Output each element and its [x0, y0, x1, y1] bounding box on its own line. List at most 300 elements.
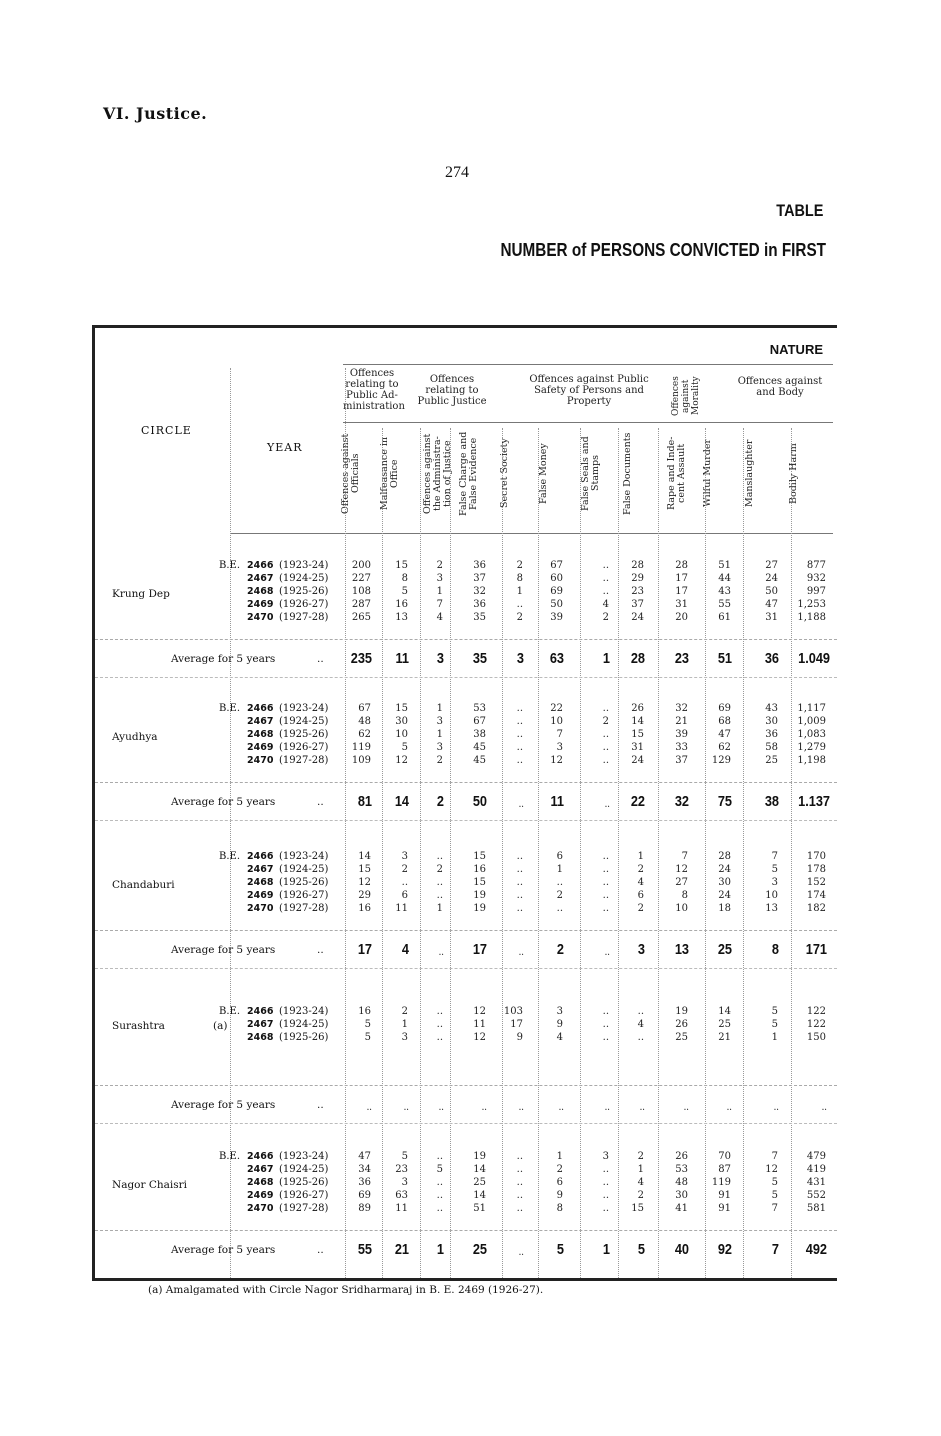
table-cell: 12	[473, 1032, 486, 1043]
table-cell: 182	[806, 903, 826, 914]
average-cell: 2	[436, 793, 444, 810]
table-cell: 24	[631, 755, 644, 766]
average-cell: 40	[674, 1241, 689, 1258]
table-cell: 5	[401, 586, 408, 597]
table-cell: 7	[771, 1151, 778, 1162]
table-cell: 150	[806, 1032, 826, 1043]
table-cell: ..	[602, 1190, 609, 1201]
table-row	[95, 716, 837, 728]
table-cell: 119	[711, 1177, 731, 1188]
table-cell: 53	[473, 703, 486, 714]
average-cell: 8	[771, 941, 779, 958]
table-cell: 5	[401, 742, 408, 753]
average-cell: ..	[518, 1102, 524, 1113]
table-cell: 16	[358, 903, 371, 914]
table-cell: ..	[516, 703, 523, 714]
table-cell: ..	[436, 1151, 443, 1162]
average-cell: 5	[556, 1241, 564, 1258]
column-header-11: Manslaughter	[744, 439, 755, 508]
table-cell: 2	[602, 716, 609, 727]
table-cell: 5	[771, 1177, 778, 1188]
column-header-4: False Charge and False Evidence	[458, 431, 479, 516]
table-cell: ..	[436, 1019, 443, 1030]
header-rule-mid	[343, 422, 833, 423]
table-cell: 36	[358, 1177, 371, 1188]
table-cell: 24	[631, 612, 644, 623]
table-cell: 6	[637, 890, 644, 901]
column-header-1: Offences against Officials	[340, 433, 361, 514]
table-cell: 7	[436, 599, 443, 610]
year-span: (1923-24)	[279, 1006, 329, 1017]
table-row	[95, 864, 837, 876]
table-cell: 48	[358, 716, 371, 727]
table-cell: 3	[436, 742, 443, 753]
year-span: (1925-26)	[279, 586, 329, 597]
table-cell: 5	[436, 1164, 443, 1175]
year-value: 2470	[247, 1203, 274, 1214]
table-cell: 62	[718, 742, 731, 753]
table-cell: 28	[675, 560, 688, 571]
table-cell: 30	[718, 877, 731, 888]
table-cell: ..	[516, 1151, 523, 1162]
table-cell: 7	[771, 851, 778, 862]
table-cell: ..	[602, 1019, 609, 1030]
table-cell: ..	[516, 1190, 523, 1201]
group-header-public-safety: Offences against Public Safety of Persons and Property	[529, 374, 649, 407]
table-cell: 5	[771, 1006, 778, 1017]
year-span: (1923-24)	[279, 560, 329, 571]
circle-column-header: CIRCLE	[141, 424, 192, 437]
table-cell: 265	[351, 612, 371, 623]
table-cell: 53	[675, 1164, 688, 1175]
table-cell: 129	[711, 755, 731, 766]
table-cell: 55	[718, 599, 731, 610]
table-cell: 1,198	[797, 755, 826, 766]
table-cell: 29	[358, 890, 371, 901]
table-row	[95, 903, 837, 915]
average-cell: 11	[550, 793, 564, 810]
group-header-body: Offences against and Body	[737, 376, 823, 398]
circle-note: (a)	[213, 1020, 228, 1032]
table-cell: 35	[473, 612, 486, 623]
table-cell: 3	[436, 716, 443, 727]
table-cell: ..	[516, 864, 523, 875]
table-cell: 3	[401, 1032, 408, 1043]
average-label: Average for 5 years	[171, 653, 276, 665]
table-cell: 25	[718, 1019, 731, 1030]
table-cell: ..	[436, 890, 443, 901]
table-cell: 1	[436, 903, 443, 914]
table-cell: 479	[806, 1151, 826, 1162]
table-cell: 62	[358, 729, 371, 740]
table-row	[95, 1177, 837, 1189]
year-span: (1924-25)	[279, 864, 329, 875]
table-cell: ..	[436, 1032, 443, 1043]
table-cell: 44	[718, 573, 731, 584]
table-cell: ..	[602, 903, 609, 914]
table-cell: 24	[765, 573, 778, 584]
table-cell: 19	[473, 890, 486, 901]
table-cell: 30	[675, 1190, 688, 1201]
table-cell: 12	[550, 755, 563, 766]
year-span: (1925-26)	[279, 1177, 329, 1188]
average-leader-dots: ..	[317, 796, 324, 808]
table-cell: 25	[473, 1177, 486, 1188]
table-cell: 69	[718, 703, 731, 714]
table-cell: 19	[473, 1151, 486, 1162]
table-row	[95, 1151, 837, 1163]
table-cell: 10	[395, 729, 408, 740]
average-cell: ..	[773, 1102, 779, 1113]
table-cell: 58	[765, 742, 778, 753]
average-cell: 3	[516, 650, 524, 667]
header-rule-top	[343, 364, 833, 365]
year-value: 2470	[247, 903, 274, 914]
average-cell: 3	[637, 941, 645, 958]
table-row	[95, 890, 837, 902]
average-rule	[95, 782, 837, 783]
year-value: 2467	[247, 1164, 274, 1175]
year-value: 2468	[247, 586, 274, 597]
table-cell: 5	[401, 1151, 408, 1162]
average-leader-dots: ..	[317, 944, 324, 956]
table-cell: 10	[765, 890, 778, 901]
table-cell: 1,083	[797, 729, 826, 740]
average-cell: 4	[401, 941, 409, 958]
table-cell: ..	[436, 877, 443, 888]
table-cell: 50	[765, 586, 778, 597]
table-cell: 178	[806, 864, 826, 875]
table-cell: 19	[675, 1006, 688, 1017]
table-cell: ..	[516, 729, 523, 740]
table-cell: 4	[436, 612, 443, 623]
average-cell: 1	[436, 1241, 444, 1258]
year-span: (1923-24)	[279, 703, 329, 714]
table-cell: 3	[556, 1006, 563, 1017]
column-header-2: Malfeasance in Office	[379, 437, 400, 511]
average-cell: 17	[357, 941, 372, 958]
average-cell: 92	[717, 1241, 732, 1258]
average-cell: 51	[717, 650, 732, 667]
year-value: 2469	[247, 890, 274, 901]
group-header-public-justice: Offences relating to Public Justice	[417, 374, 487, 407]
table-cell: 8	[556, 1203, 563, 1214]
section-heading: VI. Justice.	[103, 104, 208, 123]
circle-block	[95, 1006, 837, 1136]
average-cell: ..	[366, 1102, 372, 1113]
average-cell: 55	[357, 1241, 372, 1258]
year-value: 2469	[247, 742, 274, 753]
average-rule	[95, 930, 837, 931]
table-cell: 2	[637, 1151, 644, 1162]
year-value: 2466	[247, 1006, 274, 1017]
year-value: 2469	[247, 599, 274, 610]
table-cell: 13	[395, 612, 408, 623]
table-cell: 3	[771, 877, 778, 888]
table-cell: ..	[516, 755, 523, 766]
average-cell: 35	[472, 650, 487, 667]
average-cell: ..	[639, 1102, 645, 1113]
table-cell: 8	[401, 573, 408, 584]
table-cell: 37	[631, 599, 644, 610]
average-cell: 22	[630, 793, 645, 810]
year-value: 2466	[247, 703, 274, 714]
average-cell: 50	[472, 793, 487, 810]
year-span: (1927-28)	[279, 1203, 329, 1214]
table-cell: ..	[602, 1032, 609, 1043]
table-row	[95, 729, 837, 741]
average-rule	[95, 1085, 837, 1086]
year-value: 2467	[247, 1019, 274, 1030]
table-row	[95, 755, 837, 767]
table-cell: 15	[395, 560, 408, 571]
average-label: Average for 5 years	[171, 944, 276, 956]
table-cell: 12	[675, 864, 688, 875]
table-cell: ..	[602, 851, 609, 862]
table-cell: 15	[395, 703, 408, 714]
table-cell: 1,188	[797, 612, 826, 623]
table-cell: 5	[364, 1032, 371, 1043]
table-cell: 997	[806, 586, 826, 597]
average-cell: 3	[436, 650, 444, 667]
average-cell: 2	[556, 941, 564, 958]
circle-block	[95, 851, 837, 981]
table-cell: ..	[436, 1203, 443, 1214]
year-value: 2468	[247, 729, 274, 740]
column-header-7: False Seals and Stamps	[580, 436, 601, 511]
table-cell: 3	[436, 573, 443, 584]
table-cell: 5	[771, 1019, 778, 1030]
table-cell: ..	[602, 1203, 609, 1214]
table-cell: ..	[516, 903, 523, 914]
table-cell: 38	[473, 729, 486, 740]
table-cell: ..	[602, 1177, 609, 1188]
year-column-header: YEAR	[267, 441, 303, 454]
table-cell: 877	[806, 560, 826, 571]
table-cell: 2	[637, 1190, 644, 1201]
year-value: 2468	[247, 1177, 274, 1188]
table-cell: 2	[436, 755, 443, 766]
table-cell: 122	[806, 1019, 826, 1030]
average-cell: 7	[771, 1241, 779, 1258]
table-cell: 12	[358, 877, 371, 888]
year-span: (1924-25)	[279, 716, 329, 727]
table-cell: 5	[771, 1190, 778, 1201]
table-cell: 170	[806, 851, 826, 862]
table-cell: 2	[516, 612, 523, 623]
average-rule	[95, 1230, 837, 1231]
table-cell: ..	[516, 877, 523, 888]
table-cell: ..	[436, 1006, 443, 1017]
table-cell: 43	[765, 703, 778, 714]
table-cell: 41	[675, 1203, 688, 1214]
table-cell: 51	[718, 560, 731, 571]
table-cell: 1	[516, 586, 523, 597]
table-cell: 15	[631, 729, 644, 740]
average-cell: 75	[717, 793, 732, 810]
table-cell: 2	[637, 903, 644, 914]
table-cell: 1	[771, 1032, 778, 1043]
column-header-9: Rape and Inde- cent Assault	[666, 436, 687, 511]
table-cell: 7	[681, 851, 688, 862]
year-value: 2470	[247, 755, 274, 766]
year-value: 2467	[247, 573, 274, 584]
block-separator	[95, 820, 837, 821]
table-cell: 6	[401, 890, 408, 901]
circle-name: Nagor Chaisri	[112, 1179, 188, 1191]
table-row	[95, 573, 837, 585]
table-cell: ..	[602, 864, 609, 875]
table-cell: 21	[718, 1032, 731, 1043]
table-row	[95, 1190, 837, 1202]
table-cell: 43	[718, 586, 731, 597]
year-value: 2468	[247, 1032, 274, 1043]
table-cell: 36	[765, 729, 778, 740]
column-header-3: Offences against the Administra- tion of Justice	[422, 433, 453, 514]
year-span: (1924-25)	[279, 573, 329, 584]
average-cell: 1.049	[798, 650, 831, 667]
average-cell: 63	[549, 650, 564, 667]
table-cell: 19	[473, 903, 486, 914]
era-label: B.E.	[219, 560, 241, 571]
table-row	[95, 586, 837, 598]
year-value: 2469	[247, 1190, 274, 1201]
average-cell: ..	[604, 1102, 610, 1113]
average-cell: ..	[604, 799, 610, 810]
table-cell: 431	[806, 1177, 826, 1188]
table-cell: 5	[364, 1019, 371, 1030]
year-span: (1925-26)	[279, 1032, 329, 1043]
average-cell: 36	[764, 650, 779, 667]
table-cell: 25	[675, 1032, 688, 1043]
table-cell: 12	[395, 755, 408, 766]
table-cell: 47	[718, 729, 731, 740]
table-cell: 15	[631, 1203, 644, 1214]
table-cell: 24	[718, 890, 731, 901]
year-value: 2467	[247, 716, 274, 727]
table-cell: 1,117	[797, 703, 826, 714]
table-cell: ..	[602, 573, 609, 584]
table-cell: 11	[395, 1203, 408, 1214]
table-cell: 1	[401, 1019, 408, 1030]
table-cell: 11	[395, 903, 408, 914]
year-span: (1924-25)	[279, 1019, 329, 1030]
average-cell: 1	[602, 1241, 610, 1258]
table-cell: 68	[718, 716, 731, 727]
table-cell: 21	[675, 716, 688, 727]
circle-block	[95, 560, 837, 690]
average-cell: 17	[472, 941, 487, 958]
table-cell: ..	[516, 1203, 523, 1214]
table-cell: 67	[473, 716, 486, 727]
circle-name: Ayudhya	[112, 731, 158, 743]
table-cell: ..	[436, 1190, 443, 1201]
average-cell: 1.137	[798, 793, 831, 810]
table-cell: 91	[718, 1203, 731, 1214]
table-cell: 36	[473, 560, 486, 571]
table-cell: 16	[358, 1006, 371, 1017]
table-cell: 27	[765, 560, 778, 571]
table-cell: ..	[556, 903, 563, 914]
era-label: B.E.	[219, 851, 241, 862]
nature-label: NATURE	[769, 342, 823, 357]
average-rule	[95, 639, 837, 640]
table-cell: 1	[637, 851, 644, 862]
table-cell: 26	[675, 1151, 688, 1162]
table-cell: ..	[516, 599, 523, 610]
table-cell: 2	[516, 560, 523, 571]
era-label: B.E.	[219, 703, 241, 714]
table-row	[95, 612, 837, 624]
year-span: (1925-26)	[279, 877, 329, 888]
table-cell: 109	[351, 755, 371, 766]
table-cell: 89	[358, 1203, 371, 1214]
table-cell: 4	[556, 1032, 563, 1043]
table-cell: ..	[637, 1006, 644, 1017]
table-cell: 552	[806, 1190, 826, 1201]
table-cell: ..	[516, 1177, 523, 1188]
table-cell: 1	[556, 1151, 563, 1162]
table-cell: ..	[602, 703, 609, 714]
year-span: (1927-28)	[279, 755, 329, 766]
year-value: 2467	[247, 864, 274, 875]
table-cell: 227	[351, 573, 371, 584]
average-cell: ..	[438, 947, 444, 958]
year-value: 2466	[247, 1151, 274, 1162]
table-cell: 1	[556, 864, 563, 875]
column-header-6: False Money	[538, 443, 549, 504]
table-cell: 29	[631, 573, 644, 584]
average-cell: ..	[403, 1102, 409, 1113]
table-cell: 91	[718, 1190, 731, 1201]
table-cell: 2	[436, 560, 443, 571]
table-cell: 28	[631, 560, 644, 571]
table-cell: 69	[550, 586, 563, 597]
table-cell: 2	[556, 1164, 563, 1175]
table-cell: 1	[436, 586, 443, 597]
table-cell: 108	[351, 586, 371, 597]
average-cell: 28	[630, 650, 645, 667]
table-cell: 18	[718, 903, 731, 914]
table-cell: ..	[602, 1164, 609, 1175]
average-cell: ..	[604, 947, 610, 958]
year-span: (1924-25)	[279, 1164, 329, 1175]
average-cell: ..	[726, 1102, 732, 1113]
table-cell: ..	[436, 1177, 443, 1188]
table-cell: 14	[358, 851, 371, 862]
year-span: (1927-28)	[279, 903, 329, 914]
table-cell: 23	[631, 586, 644, 597]
table-row	[95, 742, 837, 754]
era-label: B.E.	[219, 1151, 241, 1162]
table-cell: 3	[401, 1177, 408, 1188]
average-cell: ..	[518, 799, 524, 810]
table-cell: 8	[516, 573, 523, 584]
table-cell: 7	[556, 729, 563, 740]
table-row	[95, 1006, 837, 1018]
table-cell: 13	[765, 903, 778, 914]
column-header-5: Secret Society	[499, 438, 510, 509]
average-cell: 492	[805, 1241, 827, 1258]
table-cell: 1	[436, 703, 443, 714]
table-cell: 17	[675, 573, 688, 584]
table-cell: 9	[556, 1019, 563, 1030]
average-cell: ..	[683, 1102, 689, 1113]
block-separator	[95, 677, 837, 678]
average-cell: 13	[674, 941, 689, 958]
table-cell: 4	[637, 877, 644, 888]
block-separator	[95, 968, 837, 969]
